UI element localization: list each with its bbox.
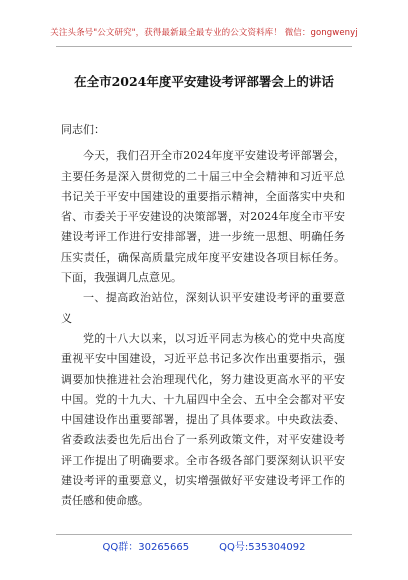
document-body [61,120,345,512]
document-title: 在全市2024年度平安建设考评部署会上的讲话 [74,74,334,89]
header-divider [56,46,352,47]
paragraph-intro: 今天，我们召开全市2024年度平安建设考评部署会，主要任务是深入贯彻党的二十届三中全会精神和习近平总书记关于平安中国建设的重要指示精神，全面落实中央和省、市委关于平安建设的决策部署，对2024年度全市平安建设考评工作进行安排部署，进一步统一思想、明确任务压实责任，确保高质量完成年度平安建设各项目标任务。下面，我强调几点意见。 [61,149,345,285]
footer-divider [56,534,352,535]
paragraph-section-1: 党的十八大以来，以习近平同志为核心的党中央高度重视平安中国建设，习近平总书记多次作出重要指示，强调要加快推进社会治理现代化，努力建设更高水平的平安中国。党的十九大、十九届四中全会、五中全会都对平安中国建设作出重要部署，提出了具体要求。中央政法委、省委政法委也先后出台了一系列政策文件，对平安建设考评工作提出了明确要求。全市各级各部门要深刻认识平安建设考评的重要意义，切实增强做好平安建设考评工作的责任感和使命感。 [61,331,345,508]
footer-qq-number: QQ号:535304092 [219,542,306,553]
footer-qq-group: QQ群：30265665 [102,542,190,553]
salutation: 同志们： [61,123,105,136]
header-banner: 关注头条号"公文研究"，获得最新最全最专业的公文资料库！ 微信：gongwenyj [50,28,358,38]
section-heading-1: 一、提高政治站位，深刻认识平安建设考评的重要意义 [61,291,345,325]
footer-contact [0,538,408,553]
